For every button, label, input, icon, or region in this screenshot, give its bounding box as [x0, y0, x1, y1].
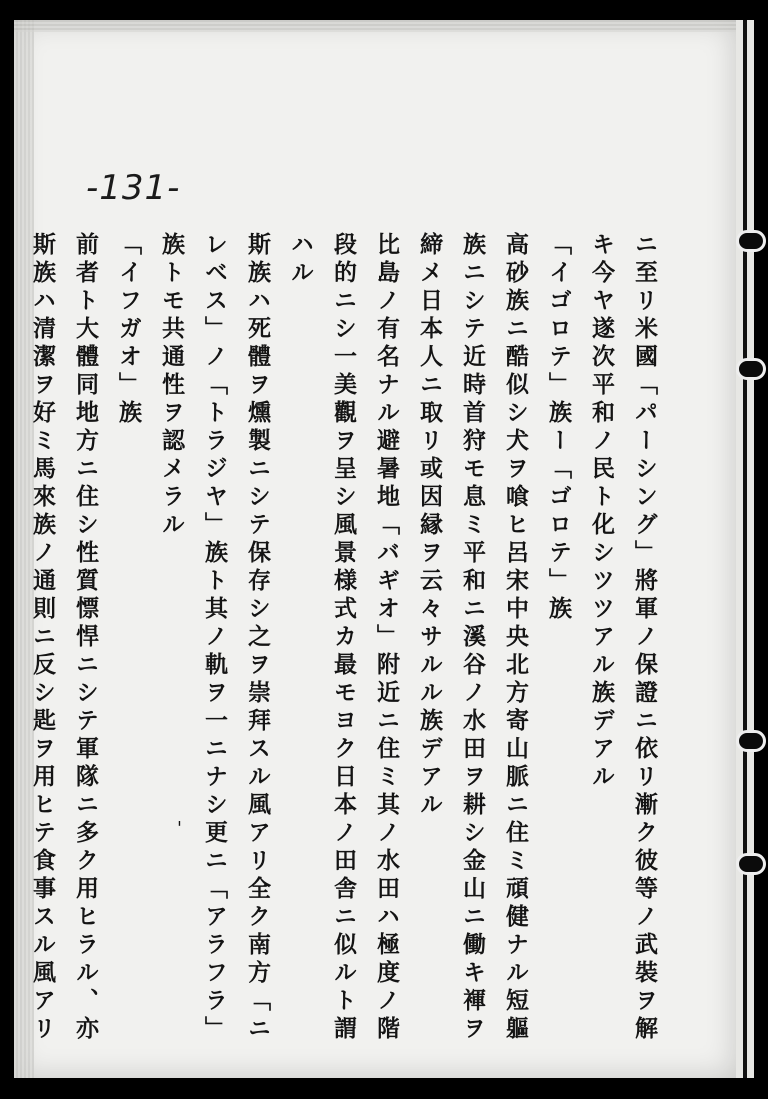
text-column-2: キ今ヤ遂次平和ノ民ト化シツツアル族デアル — [588, 232, 615, 792]
text-column-5: 族ニシテ近時首狩モ息ミ平和ニ溪谷ノ水田ヲ耕シ金山ニ働キ褌ヲ — [459, 232, 486, 1044]
binding-hole-1 — [736, 230, 766, 252]
binding-hole-2 — [736, 358, 766, 380]
text-column-3: 「イゴロテ」族ー「ゴロテ」族 — [545, 232, 572, 624]
text-column-13: 「イフガオ」族 — [115, 232, 142, 428]
text-column-14: 前者ト大體同地方ニ住シ性質慓悍ニシテ軍隊ニ多ク用ヒラル、亦 — [72, 232, 99, 1044]
text-column-8: 段的ニシ一美觀ヲ呈シ風景様式カ最モヨク日本ノ田舎ニ似ルト謂 — [330, 232, 357, 1044]
page-edge-top — [14, 20, 736, 32]
vertical-text-body — [29, 232, 666, 1044]
binding-hole-4 — [736, 853, 766, 875]
text-column-6: 締メ日本人ニ取リ或因縁ヲ云々サルル族デアル — [416, 232, 443, 820]
text-column-10: 斯族ハ死體ヲ燻製ニシテ保存シ之ヲ崇拜スル風アリ全ク南方「ニ — [244, 232, 271, 1044]
text-column-7: 比島ノ有名ナル避暑地「バギオ」附近ニ住ミ其ノ水田ハ極度ノ階 — [373, 232, 400, 1044]
text-column-15: 斯族ハ清潔ヲ好ミ馬來族ノ通則ニ反シ匙ヲ用ヒテ食事スル風アリ — [29, 232, 56, 1044]
text-column-11: レベス」ノ「トラジヤ」族ト其ノ軌ヲ一ニナシ更ニ「アラフラ」 — [201, 232, 228, 1044]
text-column-12: 族トモ共通性ヲ認メラル — [158, 232, 185, 540]
ink-mark: ' — [177, 818, 182, 839]
text-column-4: 高砂族ニ酷似シ犬ヲ喰ヒ呂宋中央北方寄山脈ニ住ミ頑健ナル短軀 — [502, 232, 529, 1044]
binding-strip — [736, 20, 754, 1078]
text-column-9: ハル — [287, 232, 314, 288]
text-column-1: ニ至リ米國「パーシング」將軍ノ保證ニ依リ漸ク彼等ノ武裝ヲ解 — [631, 232, 658, 1044]
page-number: -131- — [86, 168, 181, 208]
binding-hole-3 — [736, 730, 766, 752]
